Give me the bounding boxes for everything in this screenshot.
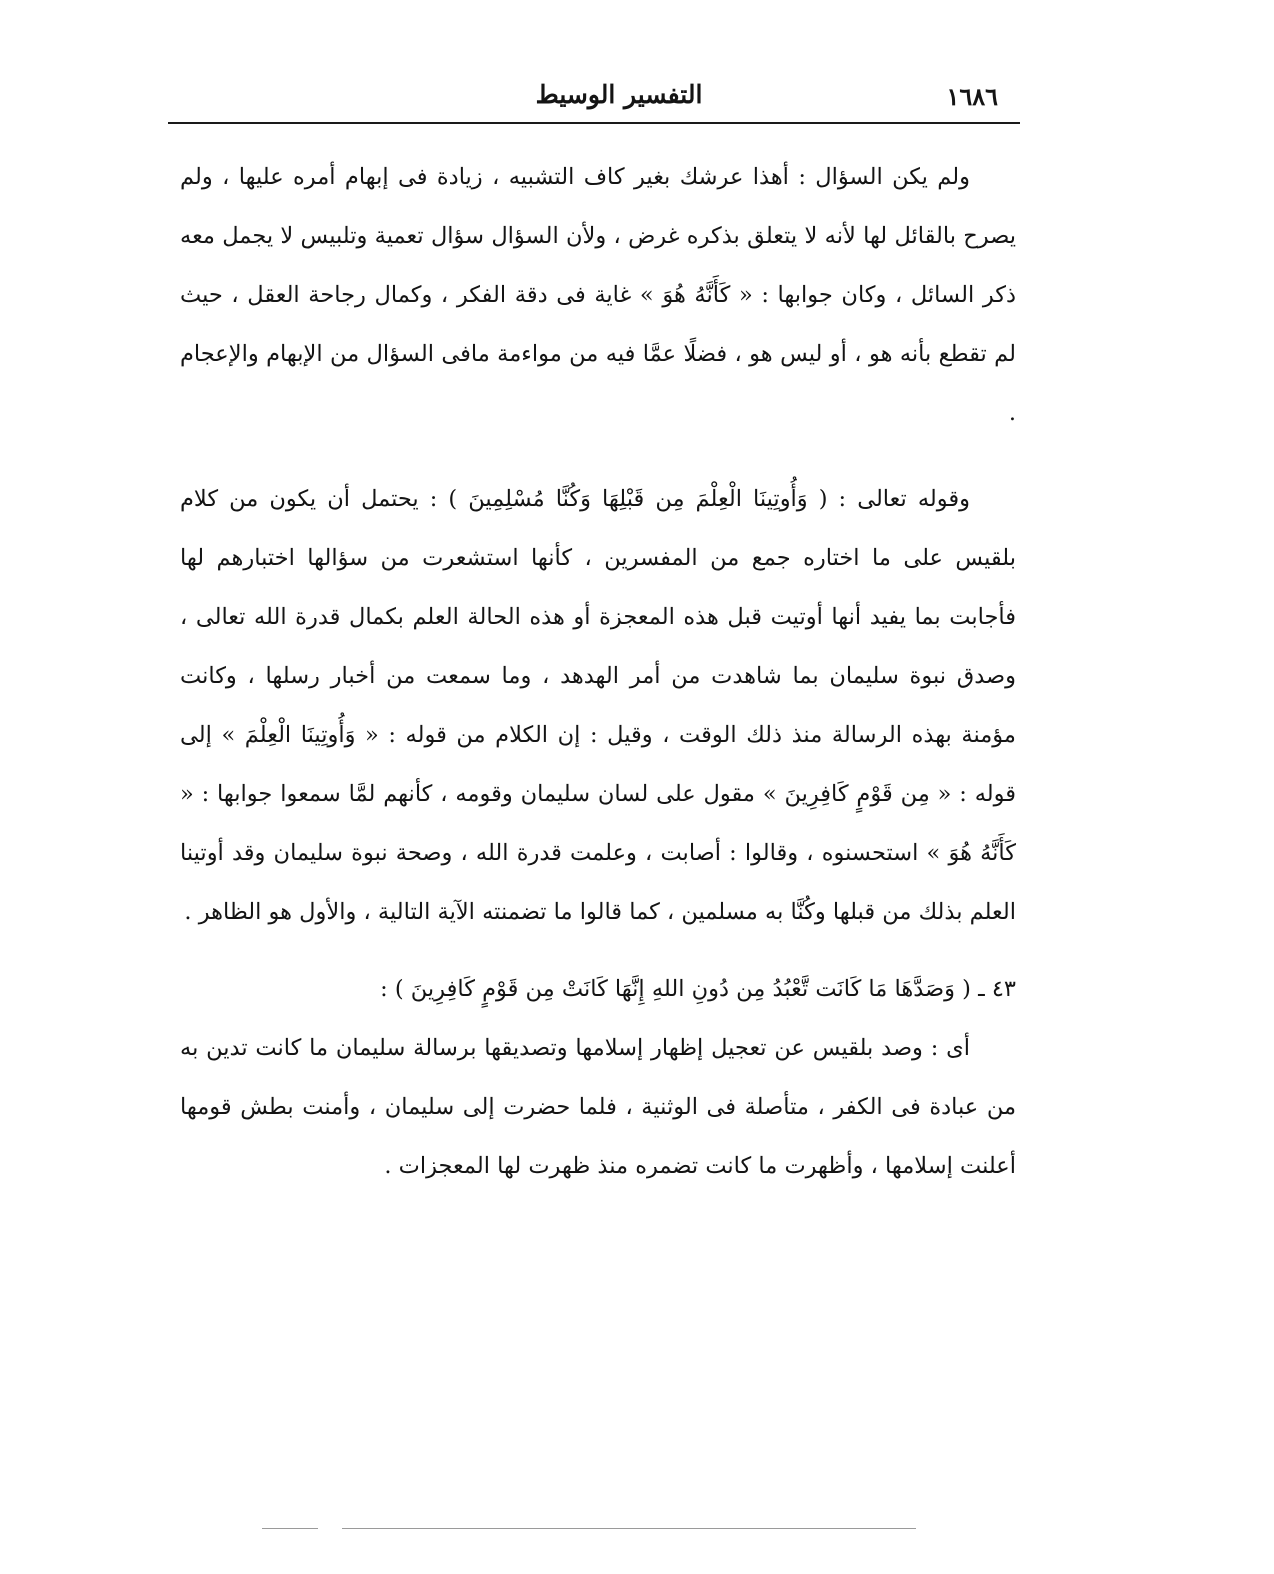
paragraph-3: أى : وصد بلقيس عن تعجيل إظهار إسلامها وتصديقها برسالة سليمان ما كانت تدين به من عبادة فى الكفر ، متأصلة فى الوثنية ، فلما حضرت إلى سليمان ، وأمنت بطش قومها أعلنت إسلامها ، وأظهرت ما كانت تضمره منذ ظهرت لها المعجزات . (180, 1035, 1016, 1179)
verse-heading: ٤٣ ـ ( وَصَدَّهَا مَا كَانَت تَّعْبُدُ مِن دُونِ اللهِ إِنَّهَا كَانَتْ مِن قَوْمٍ كَافِرِينَ ) : (380, 976, 1016, 1002)
footer-rule-right (342, 1528, 916, 1529)
page-number: ١٦٨٦ (946, 82, 998, 111)
footer-rule-left (262, 1528, 318, 1529)
paragraph-1: ولم يكن السؤال : أهذا عرشك بغير كاف التشبيه ، زيادة فى إبهام أمره عليها ، ولم يصرح بالقائل لها لأنه لا يتعلق بذكره غرض ، ولأن السؤال سؤال تعمية وتلبيس لا يجمل معه ذكر السائل ، وكان جوابها : « كَأَنَّهُ هُوَ » غاية فى دقة الفكر ، وكمال رجاحة العقل ، حيث لم تقطع بأنه هو ، أو ليس هو ، فضلًا عمَّا فيه من مواءمة مافى السؤال من الإبهام والإعجام . (180, 164, 1016, 426)
page-body (180, 148, 1016, 1196)
running-title: التفسير الوسيط (535, 80, 703, 109)
header-rule (168, 122, 1020, 124)
paragraph-2: وقوله تعالى : ( وَأُوتِينَا الْعِلْمَ مِن قَبْلِهَا وَكُنَّا مُسْلِمِينَ ) : يحتمل أن يكون من كلام بلقيس على ما اختاره جمع من المفسرين ، كأنها استشعرت من سؤالها اختبارهم لها فأجابت بما يفيد أنها أوتيت قبل هذه المعجزة أو هذه الحالة العلم بكمال قدرة الله تعالى ، وصدق نبوة سليمان بما شاهدت من أمر الهدهد ، وما سمعت من أخبار رسلها ، وكانت مؤمنة بهذه الرسالة منذ ذلك الوقت ، وقيل : إن الكلام من قوله : « وَأُوتِينَا الْعِلْمَ » إلى قوله : « مِن قَوْمٍ كَافِرِينَ » مقول على لسان سليمان وقومه ، كأنهم لمَّا سمعوا جوابها : « كَأَنَّهُ هُوَ » استحسنوه ، وقالوا : أصابت ، وعلمت قدرة الله ، وصحة نبوة سليمان وقد أوتينا العلم بذلك من قبلها وكُنَّا به مسلمين ، كما قالوا ما تضمنته الآية التالية ، والأول هو الظاهر . (180, 486, 1016, 925)
page-header (168, 78, 1020, 122)
